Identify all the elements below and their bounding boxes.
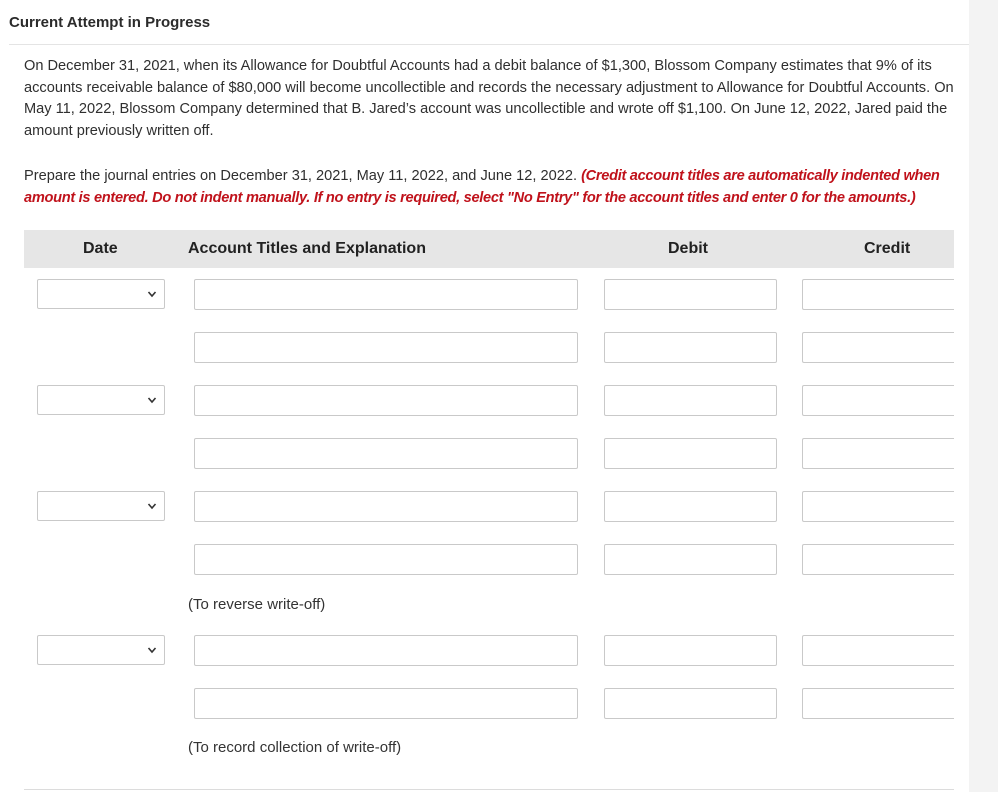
instructions-text: Prepare the journal entries on December 31, 2021, May 11, 2022, and June 12, 2022. [24, 168, 582, 184]
right-gutter [969, 0, 998, 792]
header-credit: Credit [864, 240, 911, 257]
debit-input-2[interactable] [604, 332, 777, 363]
debit-input-4[interactable] [604, 438, 777, 469]
header-account: Account Titles and Explanation [188, 240, 426, 257]
debit-input-3[interactable] [604, 385, 777, 416]
credit-input-1[interactable] [802, 279, 954, 310]
debit-input-1[interactable] [604, 279, 777, 310]
explanation-collection: (To record collection of write-off) [188, 739, 402, 756]
credit-input-7[interactable] [802, 635, 954, 666]
header-date: Date [83, 240, 118, 257]
account-input-7[interactable] [194, 635, 578, 666]
chevron-down-icon [147, 395, 157, 405]
credit-input-4[interactable] [802, 438, 954, 469]
page-title: Current Attempt in Progress [9, 14, 211, 31]
debit-input-7[interactable] [604, 635, 777, 666]
chevron-down-icon [147, 501, 157, 511]
account-input-6[interactable] [194, 544, 578, 575]
debit-input-8[interactable] [604, 688, 777, 719]
debit-input-6[interactable] [604, 544, 777, 575]
account-input-3[interactable] [194, 385, 578, 416]
header-debit: Debit [668, 240, 708, 257]
date-select-2[interactable] [37, 385, 165, 415]
credit-input-3[interactable] [802, 385, 954, 416]
journal-table-header [24, 230, 954, 268]
date-select-3[interactable] [37, 491, 165, 521]
credit-input-2[interactable] [802, 332, 954, 363]
debit-input-5[interactable] [604, 491, 777, 522]
table-bottom-divider [24, 789, 954, 790]
account-input-4[interactable] [194, 438, 578, 469]
explanation-reverse: (To reverse write-off) [188, 596, 326, 613]
account-input-1[interactable] [194, 279, 578, 310]
problem-text: On December 31, 2021, when its Allowance for Doubtful Accounts had a debit balance of $1,300, Blossom Company estimates that 9% of its accounts receivable balance of $80,000 will become uncollectible and records the necessary adjustment to Allowance for Doubtful Accounts. On May 11, 2022, Blossom Company determined that B. Jared’s account was uncollectible and wrote off $1,100. On June 12, 2022, Jared paid the amount previously written off. [24, 58, 954, 139]
chevron-down-icon [147, 289, 157, 299]
account-input-2[interactable] [194, 332, 578, 363]
account-input-8[interactable] [194, 688, 578, 719]
instructions [24, 166, 954, 209]
credit-input-5[interactable] [802, 491, 954, 522]
header-divider [9, 44, 969, 45]
date-select-1[interactable] [37, 279, 165, 309]
credit-input-8[interactable] [802, 688, 954, 719]
date-select-4[interactable] [37, 635, 165, 665]
account-input-5[interactable] [194, 491, 578, 522]
credit-input-6[interactable] [802, 544, 954, 575]
chevron-down-icon [147, 645, 157, 655]
instructions-note: (Credit account titles are automatically indented when amount is entered. Do not indent manually. If no entry is required, select "No Entry" for the account titles and enter 0 for the amounts.) [24, 168, 940, 206]
